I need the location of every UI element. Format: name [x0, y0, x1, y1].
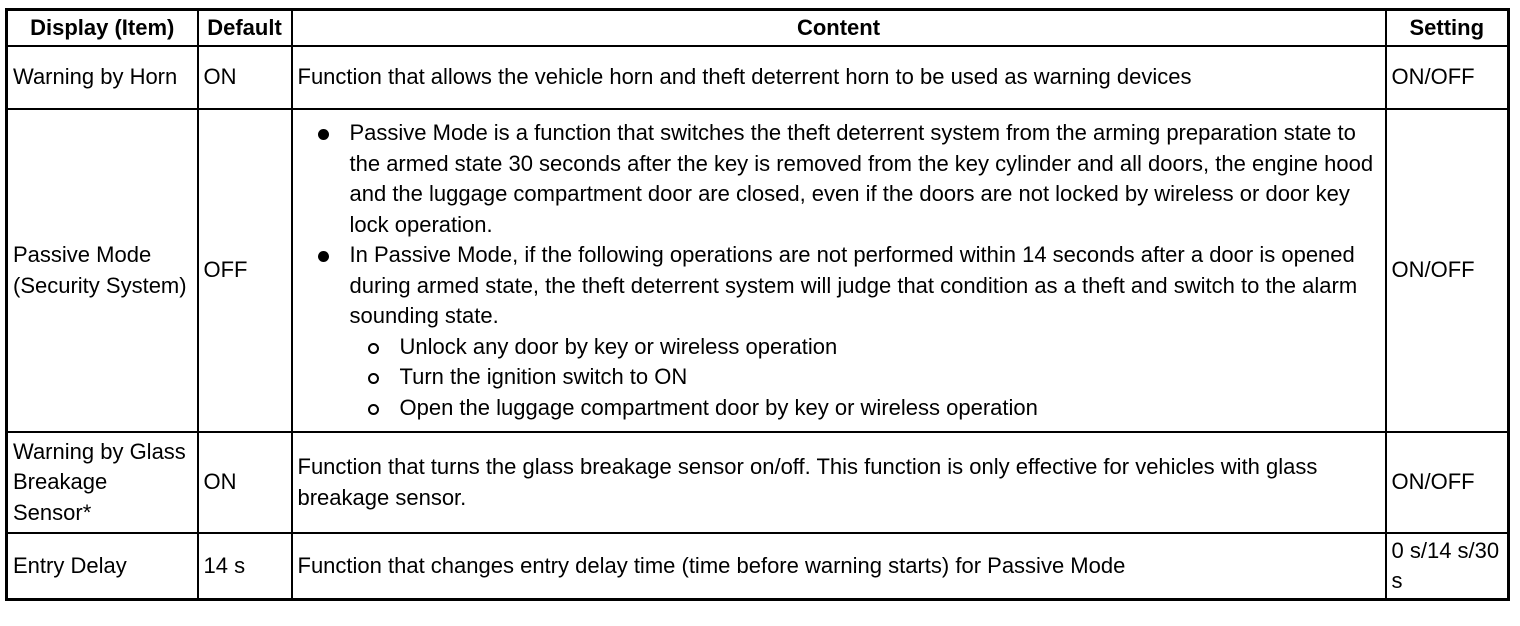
header-display-item: Display (Item): [7, 10, 198, 47]
default-cell: OFF: [198, 109, 292, 432]
sub-bullet-text: Unlock any door by key or wireless operation: [399, 333, 838, 359]
table-row: [7, 533, 1509, 600]
default-cell: ON: [198, 432, 292, 533]
bullet-ring-icon: [368, 404, 379, 415]
default-cell: 14 s: [198, 533, 292, 600]
header-content: Content: [292, 10, 1386, 47]
list-item: [318, 240, 1380, 423]
sub-bullet-text: Open the luggage compartment door by key or wireless operation: [399, 394, 1038, 420]
table-row: [7, 109, 1509, 432]
list-item: [368, 362, 1380, 393]
bullet-dot-icon: [318, 251, 329, 262]
setting-cell: ON/OFF: [1386, 432, 1509, 533]
setting-cell: ON/OFF: [1386, 46, 1509, 109]
setting-cell: ON/OFF: [1386, 109, 1509, 432]
customize-settings-table: [5, 8, 1510, 601]
list-item: [318, 118, 1380, 240]
list-item: [368, 393, 1380, 424]
spec-table-container: [5, 8, 1510, 601]
header-default: Default: [198, 10, 292, 47]
table-header-row: [7, 10, 1509, 47]
content-cell: Function that turns the glass breakage sensor on/off. This function is only effective for vehicles with glass breakage sensor.: [292, 432, 1386, 533]
item-cell: Warning by Horn: [7, 46, 198, 109]
content-cell: [292, 109, 1386, 432]
table-row: [7, 46, 1509, 109]
sub-bullet-list: [350, 332, 1380, 424]
sub-bullet-text: Turn the ignition switch to ON: [399, 364, 688, 389]
item-cell: Entry Delay: [7, 533, 198, 600]
content-cell: Function that allows the vehicle horn and theft deterrent horn to be used as warning devices: [292, 46, 1386, 109]
bullet-ring-icon: [368, 373, 379, 384]
list-item: [368, 332, 1380, 363]
table-row: [7, 432, 1509, 533]
bullet-dot-icon: [318, 129, 329, 140]
header-setting: Setting: [1386, 10, 1509, 47]
bullet-text: In Passive Mode, if the following operations are not performed within 14 seconds after a door is opened during armed state, the theft deterrent system will judge that condition as a theft and switch to the alarm sounding state.: [349, 242, 1358, 328]
setting-cell: 0 s/14 s/30 s: [1386, 533, 1509, 600]
bullet-ring-icon: [368, 343, 379, 354]
item-cell: Passive Mode (Security System): [7, 109, 198, 432]
content-cell: Function that changes entry delay time (time before warning starts) for Passive Mode: [292, 533, 1386, 600]
default-cell: ON: [198, 46, 292, 109]
item-cell: Warning by Glass Breakage Sensor*: [7, 432, 198, 533]
bullet-list: [298, 118, 1380, 423]
bullet-text: Passive Mode is a function that switches the theft deterrent system from the arming preparation state to the armed state 30 seconds after the key is removed from the key cylinder and all doors, the engine hood and the luggage compartment door are closed, even if the doors are not locked by wireless or door key lock operation.: [349, 120, 1374, 237]
